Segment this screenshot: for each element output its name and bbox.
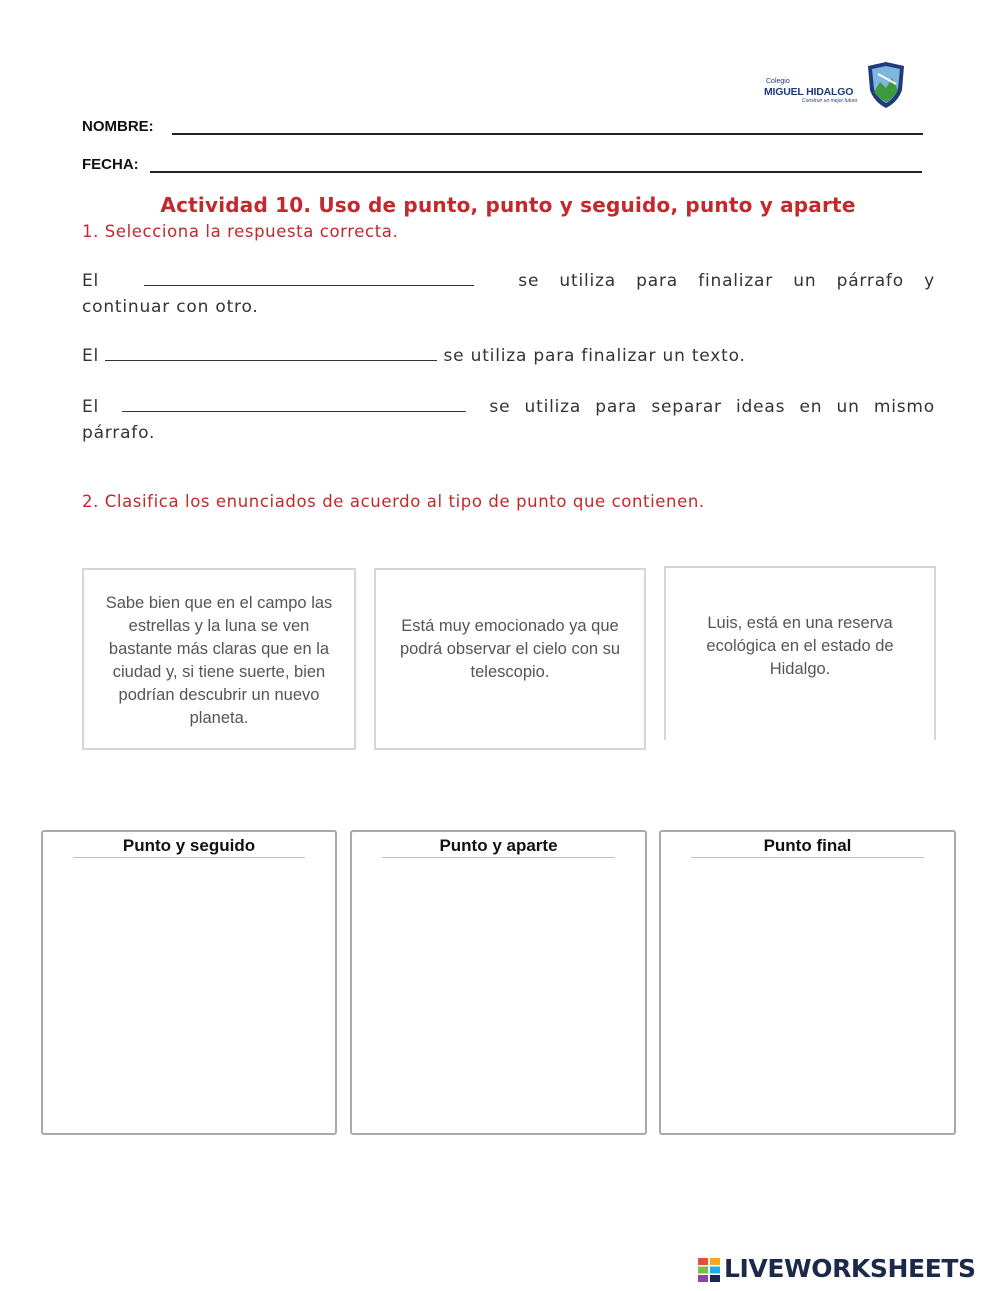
card-1-line: estrellas y la luna se ven bbox=[128, 617, 310, 635]
section2-instruction: 2. Clasifica los enunciados de acuerdo al tipo de punto que contienen. bbox=[82, 492, 705, 511]
q1-blank[interactable] bbox=[144, 271, 474, 286]
q3-continuation: párrafo. bbox=[82, 423, 156, 443]
q3-blank[interactable] bbox=[122, 397, 466, 412]
q1-continuation: continuar con otro. bbox=[82, 297, 259, 317]
card-1-line: Sabe bien que en el campo las bbox=[105, 594, 333, 612]
q3-prefix: El bbox=[82, 397, 100, 417]
card-3-line: Hidalgo. bbox=[769, 660, 831, 678]
shield-icon bbox=[866, 62, 906, 108]
q2-suffix: se utiliza para finalizar un texto. bbox=[443, 346, 746, 366]
section1-instruction: 1. Selecciona la respuesta correcta. bbox=[82, 222, 399, 241]
drop-box-punto-y-aparte[interactable] bbox=[350, 830, 647, 1135]
q2-prefix: El bbox=[82, 346, 100, 366]
nombre-label: NOMBRE: bbox=[82, 118, 154, 135]
drop-box-title: Punto final bbox=[691, 836, 924, 858]
fecha-line[interactable] bbox=[150, 171, 922, 173]
card-1-line: bastante más claras que en la bbox=[108, 640, 330, 658]
statement-card-3[interactable] bbox=[664, 566, 936, 740]
logo-small-text: Colegio bbox=[766, 78, 790, 85]
statement-card-1[interactable] bbox=[82, 568, 356, 750]
drop-box-title: Punto y aparte bbox=[382, 836, 615, 858]
card-1-line: planeta. bbox=[189, 709, 249, 727]
activity-title: Actividad 10. Uso de punto, punto y seguido, punto y aparte bbox=[160, 193, 856, 217]
nombre-line[interactable] bbox=[172, 133, 923, 135]
brand-text: LIVEWORKSHEETS bbox=[724, 1254, 976, 1283]
card-2-line: telescopio. bbox=[470, 663, 550, 681]
card-1-line: podrían descubrir un nuevo bbox=[118, 686, 320, 704]
q3-suffix: se utiliza para separar ideas en un mismo bbox=[489, 397, 935, 417]
card-1-line: ciudad y, si tiene suerte, bien bbox=[112, 663, 326, 681]
drop-box-punto-final[interactable] bbox=[659, 830, 956, 1135]
question-3 bbox=[82, 394, 935, 446]
logo-school-name: MIGUEL HIDALGO bbox=[764, 86, 854, 98]
card-3-line: Luis, está en una reserva bbox=[707, 614, 893, 632]
logo-motto: Construir un mejor futuro bbox=[802, 98, 858, 104]
school-logo bbox=[762, 62, 908, 110]
drop-box-punto-y-seguido[interactable] bbox=[41, 830, 337, 1135]
q1-prefix: El bbox=[82, 271, 100, 291]
drop-box-title: Punto y seguido bbox=[73, 836, 305, 858]
card-2-line: podrá observar el cielo con su bbox=[399, 640, 621, 658]
liveworksheets-logo-icon bbox=[698, 1258, 720, 1282]
card-3-line: ecológica en el estado de bbox=[706, 637, 894, 655]
statement-card-2[interactable] bbox=[374, 568, 646, 750]
liveworksheets-brand bbox=[698, 1256, 994, 1286]
question-1 bbox=[82, 268, 935, 320]
q2-blank[interactable] bbox=[105, 346, 437, 361]
fecha-label: FECHA: bbox=[82, 156, 139, 173]
card-2-line: Está muy emocionado ya que bbox=[401, 617, 619, 635]
q1-suffix: se utiliza para finalizar un párrafo y bbox=[518, 271, 935, 291]
question-2 bbox=[82, 343, 746, 369]
